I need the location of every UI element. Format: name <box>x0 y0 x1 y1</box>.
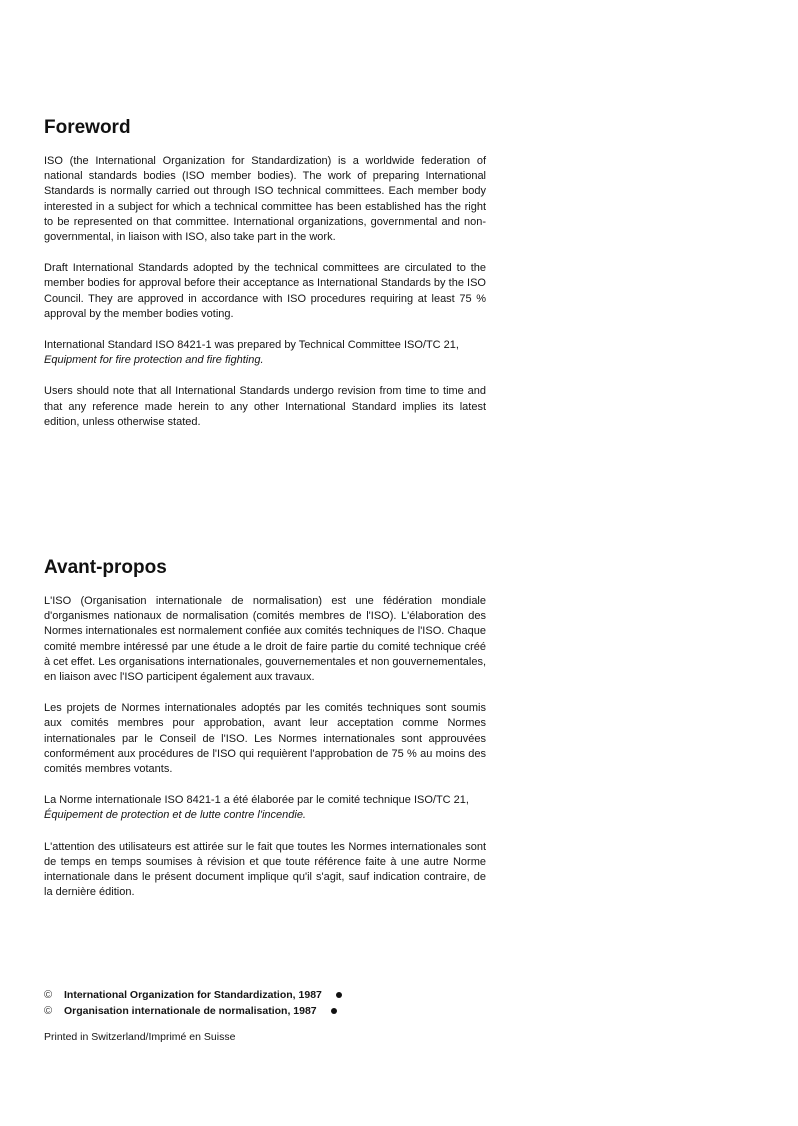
avant-propos-prepared-by <box>44 793 486 823</box>
prepared-by-text: International Standard ISO 8421-1 was prepared by Technical Committee ISO/TC 21, <box>44 339 459 352</box>
copyright-icon: © <box>44 988 53 1001</box>
prepared-by-text-fr: La Norme internationale ISO 8421-1 a été élaborée par le comité technique ISO/TC 21, <box>44 794 469 807</box>
printed-in-text: Printed in Switzerland/Imprimé en Suisse <box>44 1031 236 1043</box>
foreword-section <box>44 116 486 446</box>
copyright-text-fr: Organisation internationale de normalisation, 1987 <box>64 1004 317 1017</box>
bullet-icon <box>336 992 342 998</box>
copyright-text-en: International Organization for Standardization, 1987 <box>64 988 322 1001</box>
foreword-prepared-by <box>44 338 486 368</box>
foreword-paragraph-1: ISO (the International Organization for Standardization) is a worldwide federation of national standards bodies (ISO member bodies). The work of preparing International Standards is normally carried out through ISO technical committees. Each member body interested in a subject for which a technical committee has been established has the right to be represented on that committee. International organizations, governmental and non-governmental, in liaison with ISO, also take part in the work. <box>44 155 486 244</box>
copyright-footer <box>44 987 484 1043</box>
avant-propos-note: L'attention des utilisateurs est attirée sur le fait que toutes les Normes internationales sont de temps en temps soumises à révision et que toute référence faite à une autre Norme internationale dans le présent document implique qu'il s'agit, sauf indication contraire, de la dernière édition. <box>44 840 486 899</box>
avant-propos-section <box>44 556 486 916</box>
avant-propos-heading: Avant-propos <box>44 557 167 578</box>
copyright-line-en <box>44 987 484 1002</box>
foreword-note: Users should note that all International Standards undergo revision from time to time and that any reference made herein to any other International Standard implies its latest edition, unless otherwise stated. <box>44 385 486 428</box>
copyright-icon: © <box>44 1004 53 1017</box>
copyright-line-fr <box>44 1003 484 1018</box>
committee-title-fr: Équipement de protection et de lutte contre l'incendie. <box>44 809 306 822</box>
bullet-icon <box>331 1008 337 1014</box>
avant-propos-paragraph-2: Les projets de Normes internationales adoptés par les comités techniques sont soumis aux comités membres pour approbation, avant leur acceptation comme Normes internationales par le Conseil de l'ISO. Les Normes internationales sont approuvées conformément aux procédures de l'ISO qui requièrent l'approbation de 75 % au moins des comités membres votants. <box>44 702 486 776</box>
avant-propos-paragraph-1: L'ISO (Organisation internationale de normalisation) est une fédération mondiale d'organismes nationaux de normalisation (comités membres de l'ISO). L'élaboration des Normes internationales est normalement confiée aux comités techniques de l'ISO. Chaque comité membre intéressé par une étude a le droit de faire partie du comité technique créé à cet effet. Les organisations internationales, gouvernementales et non gouvernementales, en liaison avec l'ISO participent également aux travaux. <box>44 595 486 684</box>
foreword-paragraph-2: Draft International Standards adopted by the technical committees are circulated to the member bodies for approval before their acceptance as International Standards by the ISO Council. They are approved in accordance with ISO procedures requiring at least 75 % approval by the member bodies voting. <box>44 262 486 320</box>
committee-title: Equipment for fire protection and fire fighting. <box>44 354 264 367</box>
foreword-heading: Foreword <box>44 117 131 138</box>
